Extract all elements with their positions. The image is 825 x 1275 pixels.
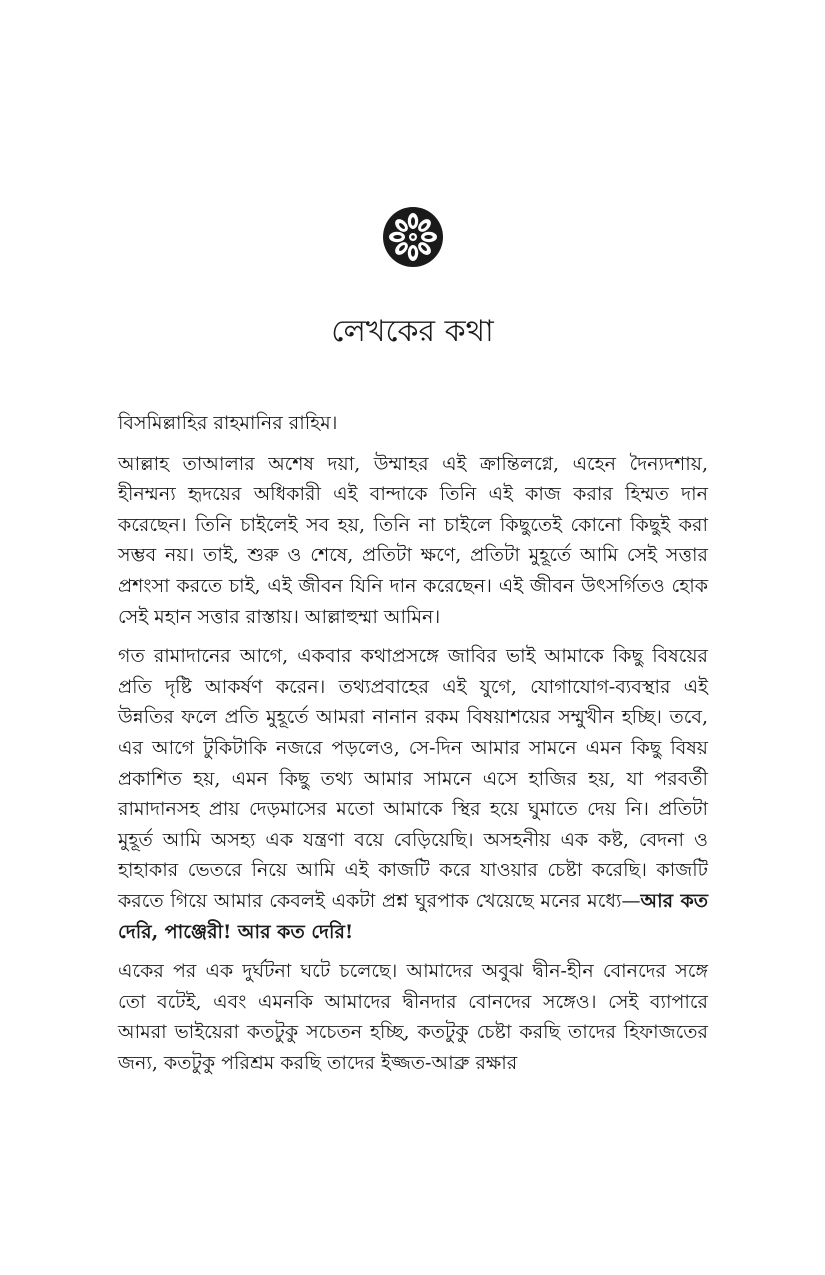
body-text bbox=[118, 408, 708, 1087]
paragraph-background-text: গত রামাদানের আগে, একবার কথাপ্রসঙ্গে জাবির ভাই আমাকে কিছু বিষয়ের প্রতি দৃষ্টি আকর্ষণ করেন। তথ্যপ্রবাহের এই যুগে, যোগাযোগ-ব্যবস্থার এই উন্নতির ফলে প্রতি মুহূর্তে আমরা নানান রকম বিষয়াশয়ের সম্মুখীন হচ্ছি। তবে, এর আগে টুকিটাকি নজরে পড়লেও, সে-দিন আমার সামনে এমন কিছু বিষয় প্রকাশিত হয়, এমন কিছু তথ্য আমার সামনে এসে হাজির হয়, যা পরবর্তী রামাদানসহ প্রায় দেড়মাসের মতো আমাকে স্থির হয়ে ঘুমাতে দেয় নি। প্রতিটা মুহূর্ত আমি অসহ্য এক যন্ত্রণা বয়ে বেড়িয়েছি। অসহনীয় এক কষ্ট, বেদনা ও হাহাকার ভেতরে নিয়ে আমি এই কাজটি করে যাওয়ার চেষ্টা করেছি। কাজটি করতে গিয়ে আমার কেবলই একটা প্রশ্ন ঘুরপাক খেয়েছে মনের মধ্যে— bbox=[118, 645, 708, 912]
page-title: লেখকের কথা bbox=[331, 314, 494, 349]
paragraph-incidents: একের পর এক দুর্ঘটনা ঘটে চলেছে। আমাদের অবুঝ দ্বীন-হীন বোনদের সঙ্গে তো বটেই, এবং এমনকি আমাদের দ্বীনদার বোনদের সঙ্গেও। সেই ব্যাপারে আমরা ভাইয়েরা কতটুকু সচেতন হচ্ছি, কতটুকু চেষ্টা করছি তাদের হিফাজতের জন্য, কতটুকু পরিশ্রম করছি তাদের ইজ্জত-আব্রু রক্ষার bbox=[118, 960, 708, 1074]
paragraph-background bbox=[118, 641, 708, 947]
emphasized-question: আর কত দেরি, পাঞ্জেরী! আর কত দেরি! bbox=[118, 889, 708, 943]
paragraph-praise: আল্লাহ তাআলার অশেষ দয়া, উম্মাহর এই ক্রান্তিলগ্নে, এহেন দৈন্যদশায়, হীনম্মন্য হৃদয়ের অধিকারী এই বান্দাকে তিনি এই কাজ করার হিম্মত দান করেছেন। তিনি চাইলেই সব হয়, তিনি না চাইলে কিছুতেই কোনো কিছুই করা সম্ভব নয়। তাই, শুরু ও শেষে, প্রতিটা ক্ষণে, প্রতিটা মুহূর্তে আমি সেই সত্তার প্রশংসা করতে চাই, এই জীবন যিনি দান করেছেন। এই জীবন উৎসর্গিতও হোক সেই মহান সত্তার রাস্তায়। আল্লাহুম্মা আমিন। bbox=[118, 452, 708, 628]
paragraph-bismillah: বিসমিল্লাহির রাহমানির রাহিম। bbox=[118, 412, 338, 434]
floral-medallion-icon bbox=[382, 206, 444, 268]
